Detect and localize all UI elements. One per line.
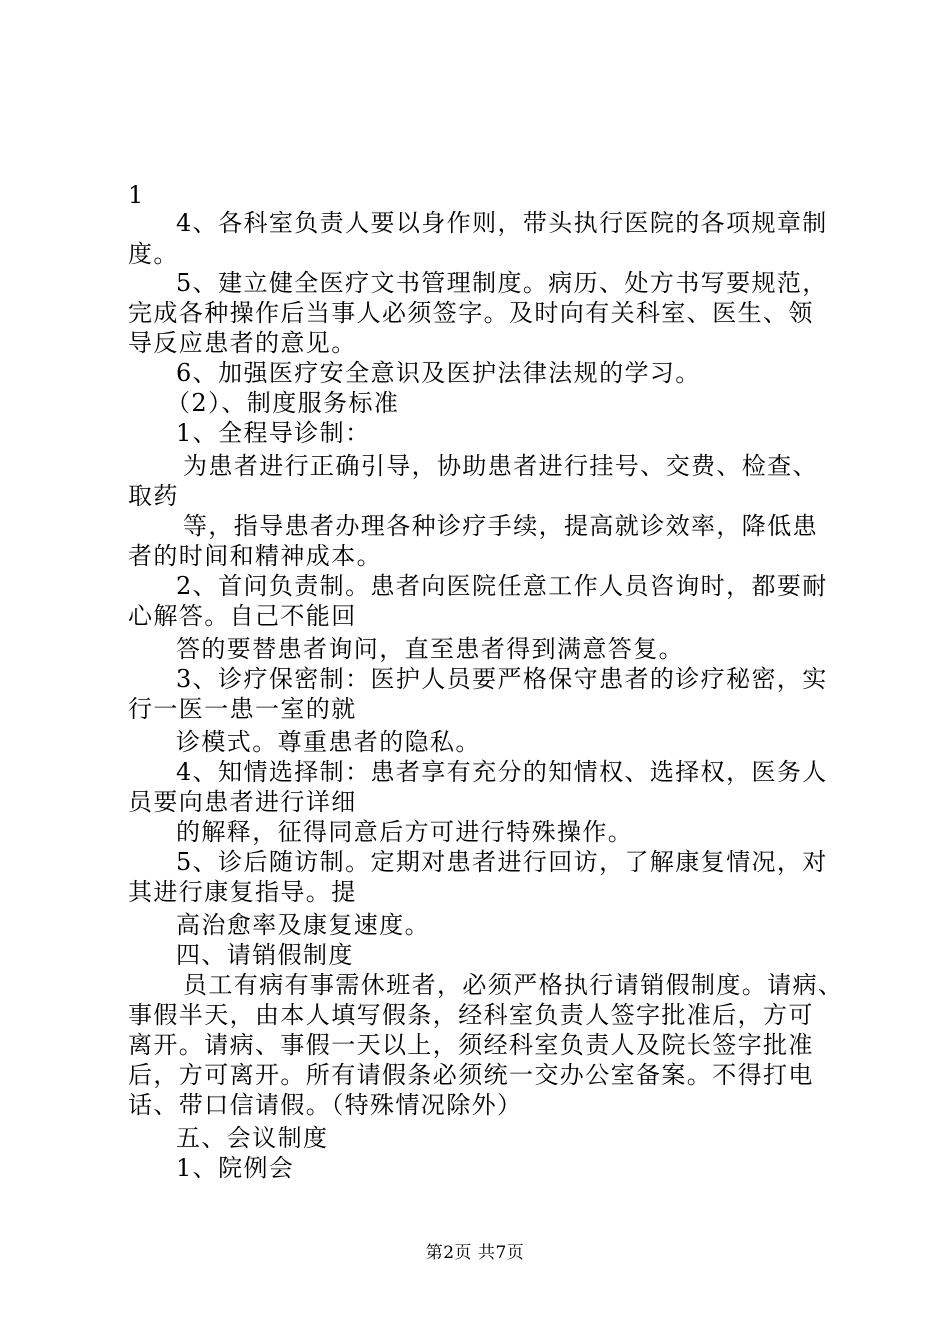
text-line: 行一医一患一室的就 [128,695,357,723]
text-line: 取药 [128,482,179,510]
text-line: 1、全程导诊制： [176,419,371,447]
section-heading: 五、会议制度 [176,1124,329,1152]
text-line: 的解释，征得同意后方可进行特殊操作。 [176,818,634,846]
text-line: 4、各科室负责人要以身作则，带头执行医院的各项规章制 [176,209,828,237]
text-line: 3、诊疗保密制：医护人员要严格保守患者的诊疗秘密，实 [176,665,828,693]
text-line: 话、带口信请假。（特殊情况除外） [128,1091,523,1119]
text-line: 4、知情选择制：患者享有充分的知情权、选择权，医务人 [176,758,828,786]
text-line: 其进行康复指导。提 [128,878,357,906]
text-line: 6、加强医疗安全意识及医护法律法规的学习。 [176,359,701,387]
text-line: 离开。请病、事假一天以上，须经科室负责人及院长签字批准 [128,1031,814,1059]
text-line: 事假半天，由本人填写假条，经科室负责人签字批准后，方可 [128,1001,814,1029]
text-line: 后，方可离开。所有请假条必须统一交办公室备案。不得打电 [128,1061,814,1089]
text-line: 诊模式。尊重患者的隐私。 [176,728,481,756]
text-line: 1、院例会 [176,1154,295,1182]
section-heading: 四、请销假制度 [176,941,354,969]
text-line: 为患者进行正确引导，协助患者进行挂号、交费、检查、 [183,452,818,480]
page-number-fragment: 1 [128,181,145,209]
text-line: 等，指导患者办理各种诊疗手续，提高就诊效率，降低患 [183,512,818,540]
text-line: 高治愈率及康复速度。 [176,911,430,939]
text-line: 5、建立健全医疗文书管理制度。病历、处方书写要规范， [176,269,828,297]
text-line: 员要向患者进行详细 [128,788,357,816]
text-line: 5、诊后随访制。定期对患者进行回访，了解康复情况，对 [176,848,828,876]
text-line: 完成各种操作后当事人必须签字。及时向有关科室、医生、领 [128,299,814,327]
text-line: 心解答。自己不能回 [128,602,357,630]
text-line: 度。 [128,240,179,268]
page-footer: 第2页 共7页 [425,1243,525,1263]
text-line: 2、首问负责制。患者向医院任意工作人员咨询时，都要耐 [176,572,828,600]
text-line: 者的时间和精神成本。 [128,542,382,570]
section-heading: （2）、制度服务标准 [166,389,400,417]
text-line: 答的要替患者询问，直至患者得到满意答复。 [176,635,684,663]
text-line: 员工有病有事需休班者，必须严格执行请销假制度。请病、 [183,971,844,999]
text-line: 导反应患者的意见。 [128,329,357,357]
